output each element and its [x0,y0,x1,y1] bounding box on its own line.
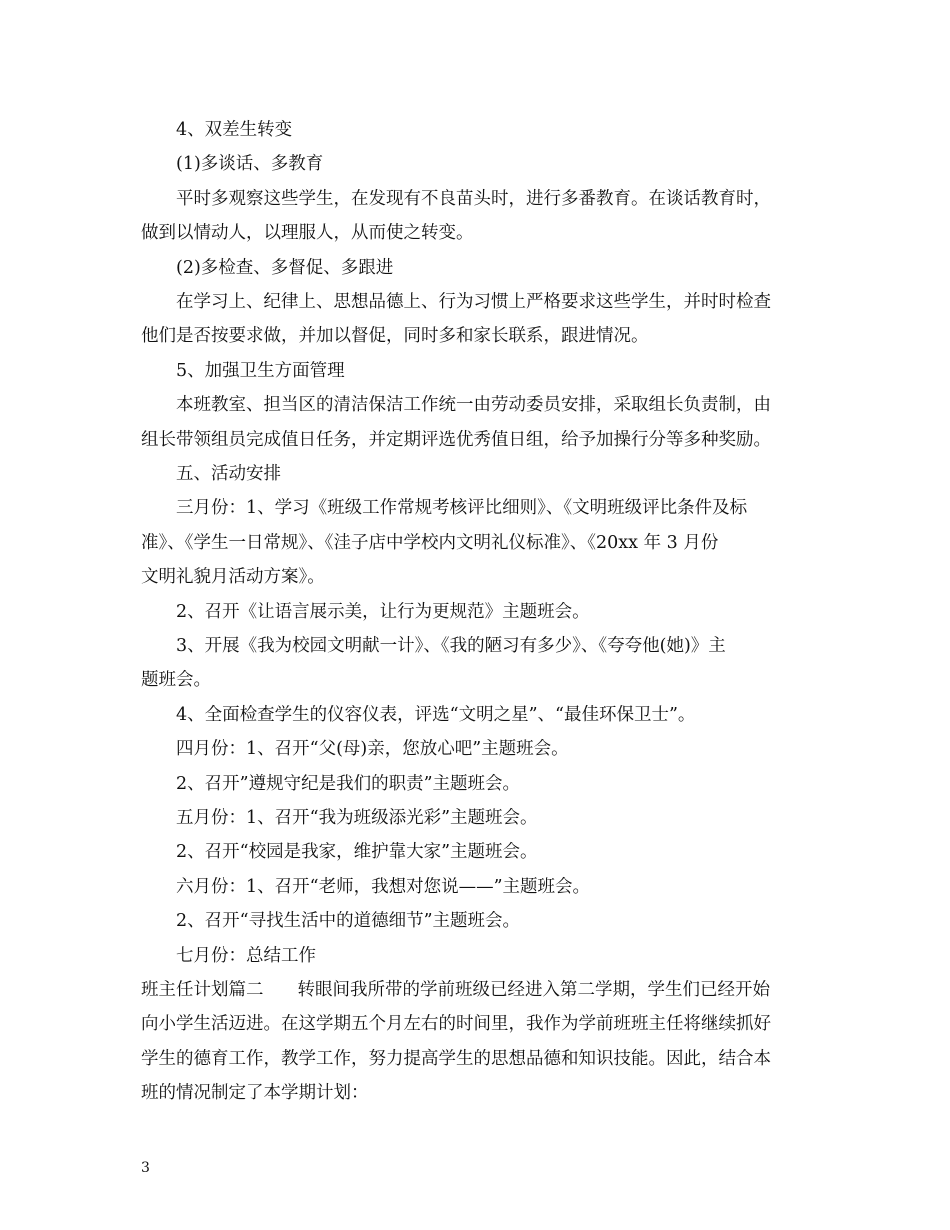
paragraph-line: 学生的德育工作，教学工作，努力提高学生的思想品德和知识技能。因此，结合本 [141,1049,771,1069]
list-item: 3、开展《我为校园文明献一计》、《我的陋习有多少》、《夸夸他(她)》主 [176,636,726,656]
list-item: 4、全面检查学生的仪容仪表，评选“文明之星”、“最佳环保卫士”。 [176,705,696,725]
paragraph-line: 准》、《学生一日常规》、《洼子店中学校内文明礼仪标准》、《20xx 年 3 月份 [141,533,719,553]
section-heading-activities: 五、活动安排 [176,464,281,484]
section-title-part-two: 班主任计划篇二 [141,980,264,1000]
paragraph-line: 三月份：1、学习《班级工作常规考核评比细则》、《文明班级评比条件及标 [176,498,748,518]
heading-hygiene: 5、加强卫生方面管理 [176,361,345,381]
list-item: 五月份：1、召开“我为班级添光彩”主题班会。 [176,808,538,828]
paragraph-line: 在学习上、纪律上、思想品德上、行为习惯上严格要求这些学生，并时时检查 [176,292,771,312]
page-number: 3 [141,1160,150,1176]
list-item: 2、召开”遵规守纪是我们的职责”主题班会。 [176,774,521,794]
list-item: 六月份：1、召开“老师，我想对您说——”主题班会。 [176,877,591,897]
heading-double-poor-students: 4、双差生转变 [176,120,293,140]
list-item: 2、召开“校园是我家，维护靠大家”主题班会。 [176,842,538,862]
paragraph-line: 班的情况制定了本学期计划： [141,1083,369,1103]
subheading-check-supervise: (2)多检查、多督促、多跟进 [176,258,394,278]
paragraph-line: 组长带领组员完成值日任务，并定期评选优秀值日组，给予加操行分等多种奖励。 [141,430,771,450]
list-item: 七月份：总结工作 [176,946,316,966]
list-item: 2、召开“寻找生活中的道德细节”主题班会。 [176,911,521,931]
paragraph-text: 转眼间我所带的学前班级已经进入第二学期，学生们已经开始 [297,980,770,1000]
paragraph-line: 向小学生活迈进。在这学期五个月左右的时间里，我作为学前班班主任将继续抓好 [141,1014,771,1034]
paragraph-line: 本班教室、担当区的清洁保洁工作统一由劳动委员安排，采取组长负责制，由 [176,395,771,415]
paragraph-line-part-two-intro [141,978,770,1002]
list-item: 2、召开《让语言展示美，让行为更规范》主题班会。 [176,602,590,622]
paragraph-line: 做到以情动人，以理服人，从而使之转变。 [141,223,474,243]
list-item: 四月份：1、召开“父(母)亲，您放心吧”主题班会。 [176,739,569,759]
subheading-talk-educate: (1)多谈话、多教育 [176,154,324,174]
paragraph-line: 文明礼貌月活动方案》。 [141,567,325,587]
paragraph-line: 题班会。 [141,670,211,690]
paragraph-line: 平时多观察这些学生，在发现有不良苗头时，进行多番教育。在谈话教育时， [176,189,771,209]
paragraph-line: 他们是否按要求做，并加以督促，同时多和家长联系，跟进情况。 [141,326,649,346]
